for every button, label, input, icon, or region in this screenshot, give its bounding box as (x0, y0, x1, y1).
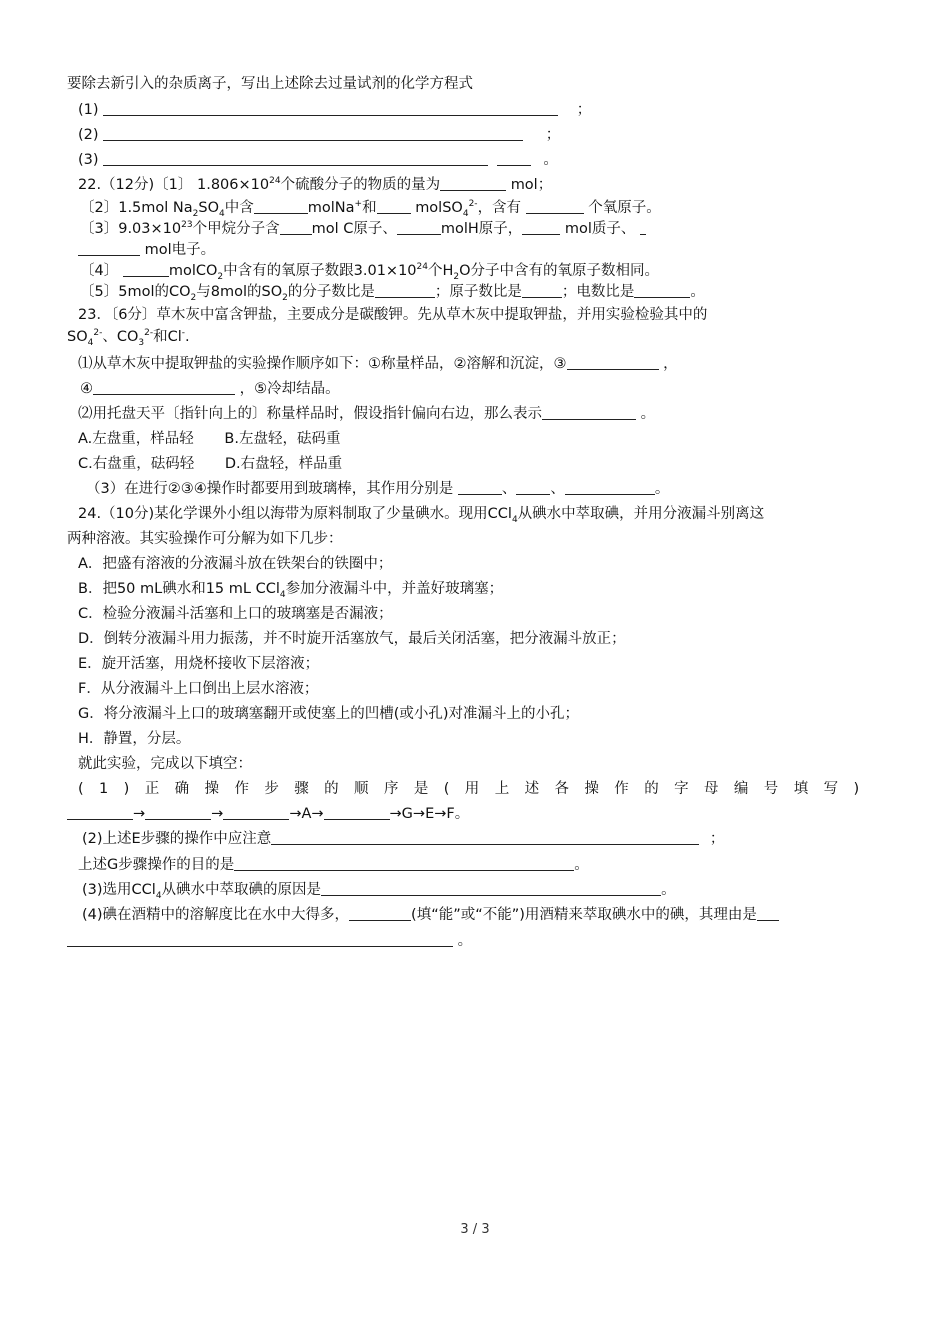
period: 。 (543, 152, 558, 168)
q24-s1-text: (1)正确操作步骤的顺序是(用上述各操作的字母编号填写) (78, 781, 875, 797)
q22-p5-text: 与8mol的SO (196, 284, 283, 300)
answer-blank (634, 282, 690, 298)
q23-q2-text: ⑵用托盘天平〔指针向上的〕称量样品时，假设指针偏向右边，那么表示 (78, 406, 542, 422)
answer-blank (103, 100, 558, 116)
subscript: 4 (279, 589, 286, 600)
subscript: 2 (453, 271, 460, 282)
answer-blank (123, 261, 169, 277)
answer-blank (254, 198, 308, 214)
page-number: 3 / 3 (460, 1222, 490, 1237)
subscript: 4 (87, 337, 94, 348)
subscript: 4 (219, 208, 225, 219)
arrow: → (133, 806, 146, 822)
answer-blank (567, 354, 659, 370)
q24-header (78, 504, 950, 524)
q24-s2-text: 。 (574, 857, 589, 873)
q24-s4-text: (填“能”或“不能”)用酒精来萃取碘水中的碘，其理由是 (411, 907, 757, 923)
superscript: - (181, 328, 186, 339)
q22-exponent: 24 (269, 176, 281, 187)
q22-p5-text: 的分子数比是 (287, 284, 375, 300)
period: 。 (654, 481, 670, 497)
answer-blank (93, 379, 235, 395)
q22-p5-text: 〔5〕5mol的CO (80, 284, 191, 300)
answer-blank (377, 198, 411, 214)
q24-s4-text: 。 (457, 933, 473, 949)
q24-step-b (78, 579, 950, 599)
q23-options-2 (78, 454, 950, 474)
step-g: G．将分液漏斗上口的玻璃塞翻开或使塞上的凹槽(或小孔)对准漏斗上的小孔； (78, 706, 580, 722)
q23-ion-text: . (185, 329, 190, 345)
intro-text: 要除去新引入的杂质离子，写出上述除去过量试剂的化学方程式 (67, 76, 473, 92)
answer-blank (67, 931, 453, 947)
q24-s2-text: 上述G步骤操作的目的是 (78, 857, 235, 873)
equation-label: (3) (78, 152, 99, 168)
q24-s2-text: ； (709, 831, 725, 847)
q22-p2-text: molNa (307, 200, 355, 216)
q23-head-text: 23．〔6分〕草木灰中富含钾盐，主要成分是碳酸钾。先从草木灰中提取钾盐，并用实验检验其中的 (78, 307, 708, 323)
step-d: D．倒转分液漏斗用力振荡，并不时旋开活塞放气，最后关闭活塞，把分液漏斗放正； (78, 631, 626, 647)
answer-blank (78, 240, 140, 256)
q24-s4-cont (67, 931, 950, 951)
answer-blank (440, 175, 506, 191)
q24-step-g (78, 704, 950, 724)
q24-head-text: 两种溶液。其实验操作可分解为如下几步： (67, 531, 343, 547)
q23-ion-text: SO (67, 329, 88, 345)
answer-blank (67, 804, 133, 820)
answer-blank (526, 198, 584, 214)
q22-part3 (80, 219, 950, 239)
option-d: D.右盘轻，样品重 (224, 456, 343, 472)
q22-unit: mol； (510, 177, 553, 193)
q22-p5-text: ；原子数比是 (434, 284, 522, 300)
q24-s1-answer (67, 804, 950, 824)
q23-q2 (78, 404, 950, 424)
q24-s1-text: →G→E→F。 (389, 806, 470, 822)
q24-s1 (78, 779, 950, 799)
fill-instruction: 就此实验，完成以下填空： (78, 756, 252, 772)
q22-p5-text: ；电数比是 (561, 284, 635, 300)
q24-step-d (78, 629, 950, 649)
q22-header (78, 175, 950, 195)
q22-p2-text: S (198, 200, 208, 216)
subscript: 4 (155, 890, 162, 901)
q22-head-tail: 个硫酸分子的物质的量为 (280, 177, 441, 193)
q24-s3-text: (3)选用CCl (82, 882, 156, 898)
answer-blank (103, 150, 488, 166)
equation-label: (2) (78, 127, 99, 143)
subscript: 3 (138, 337, 145, 348)
q24-fill-instruction (78, 754, 950, 774)
superscript: 2- (468, 199, 478, 210)
q22-part4 (80, 261, 950, 281)
q24-s4-text: (4)碘在酒精中的溶解度比在水中大得多， (82, 907, 350, 923)
subscript: 2 (217, 271, 224, 282)
answer-blank (522, 282, 562, 298)
q22-p3-text: mol电子。 (144, 242, 216, 258)
q24-step-a (78, 554, 950, 574)
q24-s3-text: 。 (661, 882, 676, 898)
q24-s2-cont (78, 855, 950, 875)
q22-p2-text: molSO (415, 200, 463, 216)
answer-blank (103, 125, 523, 141)
q24-step-f (78, 679, 950, 699)
q23-ion-text: 、CO (102, 329, 139, 345)
q22-p4-text: 中含有的氧原子数跟3.01×10 (223, 263, 417, 279)
answer-blank (271, 829, 699, 845)
answer-blank (145, 804, 211, 820)
q23-q1-text: ， (663, 356, 678, 372)
answer-blank (324, 804, 390, 820)
q24-step-c (78, 604, 950, 624)
q24-head-text: 从碘水中萃取碘，并用分液漏斗别离这 (517, 506, 765, 522)
step-e: E．旋开活塞，用烧杯接收下层溶液； (78, 656, 320, 672)
answer-blank (542, 404, 636, 420)
arrow: → (211, 806, 224, 822)
answer-blank (640, 219, 646, 235)
q22-p2-text: ，含有 (477, 200, 522, 216)
superscript: + (354, 199, 363, 210)
q24-step-e (78, 654, 950, 674)
subscript: 4 (511, 514, 518, 525)
answer-blank (565, 479, 655, 495)
q22-p2-text: O (207, 200, 220, 216)
superscript: 2- (144, 328, 154, 339)
answer-blank (280, 219, 312, 235)
q24-s3-text: 从碘水中萃取碘的原因是 (161, 882, 322, 898)
q24-s2-text: (2)上述E步骤的操作中应注意 (82, 831, 272, 847)
step-h: H．静置，分层。 (78, 731, 191, 747)
step-f: F．从分液漏斗上口倒出上层水溶液； (78, 681, 319, 697)
q22-p4-text: O分子中含有的氧原子数相同。 (459, 263, 660, 279)
q22-p4-text: molCO (168, 263, 218, 279)
step-b: B．把50 mL碘水和15 mL CCl (78, 581, 280, 597)
q23-q1 (78, 354, 950, 374)
subscript: 4 (462, 208, 469, 219)
q22-p3-text: molH原子， (440, 221, 523, 237)
subscript: 2 (192, 208, 199, 219)
q22-p3-text: 个甲烷分子含 (192, 221, 280, 237)
answer-blank (757, 905, 779, 921)
q22-head-text: 22.（12分)〔1〕 1.806×10 (78, 177, 270, 193)
q24-s4 (82, 905, 950, 925)
semicolon: ； (576, 102, 592, 118)
answer-blank (497, 150, 531, 166)
q22-p2-text: 和 (362, 200, 377, 216)
step-b: 参加分液漏斗中，并盖好玻璃塞； (285, 581, 504, 597)
q22-p2-text: 个氧原子。 (588, 200, 661, 216)
equation-line-2 (78, 125, 950, 145)
q22-part5 (80, 282, 950, 302)
answer-blank (349, 905, 411, 921)
intro-line (67, 74, 950, 94)
answer-blank (516, 479, 550, 495)
q22-p5-text: 。 (690, 284, 705, 300)
q23-ion-text: 和Cl (153, 329, 182, 345)
answer-blank (375, 282, 435, 298)
q23-q1-cont (80, 379, 950, 399)
q22-p3-text: 〔3〕9.03×10 (80, 221, 182, 237)
answer-blank (397, 219, 441, 235)
superscript: 2- (93, 328, 103, 339)
q22-p4-text: 个H (427, 263, 454, 279)
q22-p4-text: 〔4〕 (80, 263, 119, 279)
q23-options-1 (78, 429, 950, 449)
q23-q1-text: ④ (80, 381, 93, 397)
option-b: B.左盘轻，砝码重 (224, 431, 341, 447)
q24-s2 (82, 829, 950, 849)
equation-line-1 (78, 100, 950, 120)
q23-ions (67, 327, 950, 347)
equation-line-3 (78, 150, 950, 170)
q22-p2-text: 中含 (224, 200, 254, 216)
answer-blank (321, 880, 661, 896)
answer-blank (223, 804, 289, 820)
option-c: C.右盘重，砝码轻 (78, 456, 195, 472)
step-c: C．检验分液漏斗活塞和上口的玻璃塞是否漏液； (78, 606, 393, 622)
q22-p3-text: mol C原子、 (311, 221, 397, 237)
q22-part3-cont (78, 240, 950, 260)
q24-header-cont (67, 529, 950, 549)
q23-q3-text: （3）在进行②③④操作时都要用到玻璃棒，其作用分别是 (86, 481, 454, 497)
q24-s3 (82, 880, 950, 900)
subscript: 2 (282, 292, 288, 303)
period: 。 (640, 406, 656, 422)
q22-p2-text: 〔2〕1.5mol Na (80, 200, 193, 216)
q23-header (78, 305, 950, 325)
superscript: 23 (181, 220, 193, 231)
equation-label: (1) (78, 102, 99, 118)
q24-s1-text: →A→ (289, 806, 324, 822)
separator: 、 (550, 481, 565, 497)
separator: 、 (501, 481, 517, 497)
q22-p3-text: mol质子、 (564, 221, 636, 237)
answer-blank (522, 219, 560, 235)
q24-head-text: 24.（10分)某化学课外小组以海带为原料制取了少量碘水。现用CCl (78, 506, 512, 522)
answer-blank (234, 855, 574, 871)
step-a: A．把盛有溶液的分液漏斗放在铁架台的铁圈中； (78, 556, 393, 572)
q23-q1-text: ⑴从草木灰中提取钾盐的实验操作顺序如下：①称量样品，②溶解和沉淀，③ (78, 356, 567, 372)
q24-step-h (78, 729, 950, 749)
option-a: A.左盘重，样品轻 (78, 431, 194, 447)
superscript: 24 (416, 262, 428, 273)
q23-q3 (86, 479, 950, 499)
semicolon: ； (545, 127, 561, 143)
q22-part2 (80, 198, 950, 218)
q23-q1-text: ，⑤冷却结晶。 (239, 381, 340, 397)
answer-blank (458, 479, 502, 495)
subscript: 2 (190, 292, 197, 303)
